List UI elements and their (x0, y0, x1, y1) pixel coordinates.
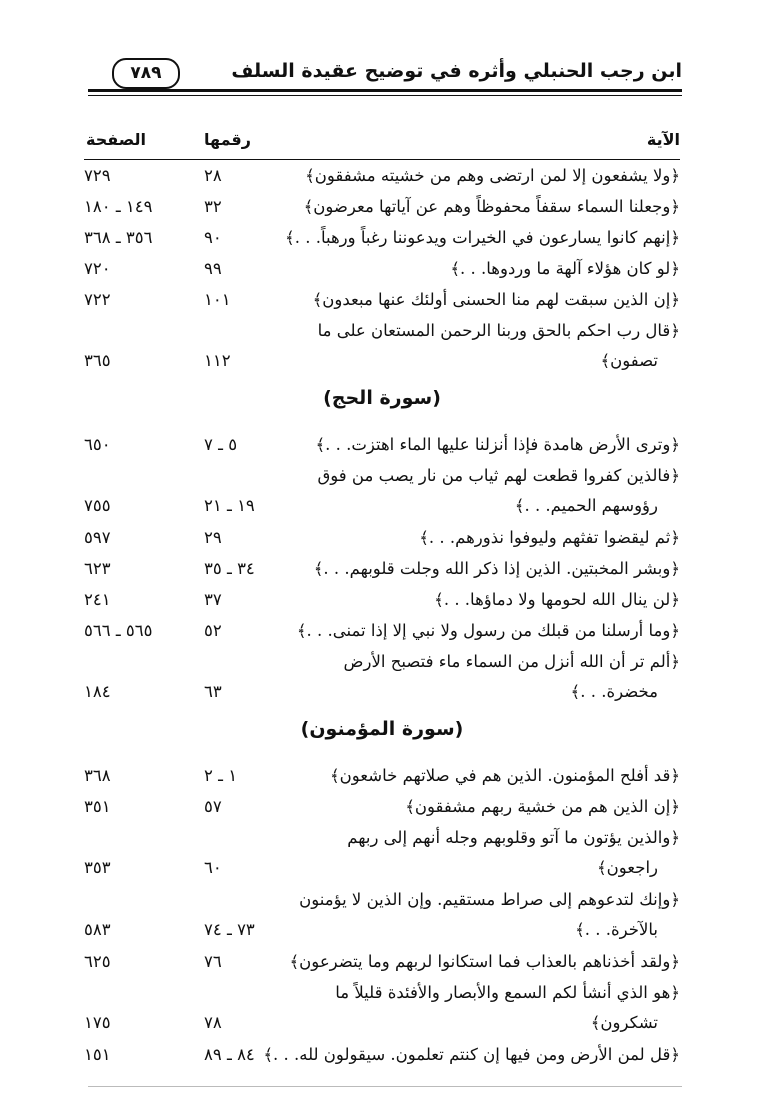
book-title: ابن رجب الحنبلي وأثره في توضيح عقيدة السلف (231, 60, 682, 82)
page-reference: ٧٥٥ (84, 496, 111, 515)
page-reference: ٥٩٧ (84, 528, 111, 547)
table-row (84, 621, 680, 652)
verse-number: ١ ـ ٢ (204, 766, 238, 785)
column-header-rule (84, 159, 680, 160)
verse-text: ﴿قد أفلح المؤمنون. الذين هم في صلاتهم خاشعون﴾ (330, 766, 680, 785)
verse-number: ٥٢ (204, 621, 222, 640)
verse-text: ﴿ثم ليقضوا تفثهم وليوفوا نذورهم. . .﴾ (419, 528, 680, 547)
table-row (84, 590, 680, 621)
verse-text (244, 890, 680, 939)
verse-number: ٥ ـ ٧ (204, 435, 238, 454)
table-row (84, 952, 680, 983)
verse-text: ﴿ولا يشفعون إلا لمن ارتضى وهم من خشيته مشفقون﴾ (305, 166, 680, 185)
verse-number: ٦٣ (204, 682, 222, 701)
verse-number: ٣٧ (204, 590, 222, 609)
verse-text (244, 466, 680, 515)
page-reference: ٦٢٣ (84, 559, 111, 578)
verse-number: ٣٤ ـ ٣٥ (204, 559, 255, 578)
verse-line-2: تشكرون﴾ (590, 1013, 658, 1032)
verse-text: ﴿إن الذين سبقت لهم منا الحسنى أولئك عنها مبعدون﴾ (312, 290, 680, 309)
verse-text: ﴿وجعلنا السماء سقفاً محفوظاً وهم عن آياتها معرضون﴾ (303, 197, 680, 216)
verse-text: ﴿وترى الأرض هامدة فإذا أنزلنا عليها الماء اهتزت. . .﴾ (315, 435, 680, 454)
header-rule-thin (88, 95, 682, 96)
verse-number: ٧٨ (204, 1013, 222, 1032)
header-rule-thick (88, 89, 682, 92)
verse-text: ﴿وبشر المخبتين. الذين إذا ذكر الله وجلت قلوبهم. . .﴾ (313, 559, 680, 578)
page-number: ٧٨٩ (112, 58, 180, 89)
verse-text: ﴿إنهم كانوا يسارعون في الخيرات ويدعوننا رغباً ورهباً. . .﴾ (285, 228, 680, 247)
page-reference: ٥٨٣ (84, 920, 111, 939)
verse-text: ﴿ولقد أخذناهم بالعذاب فما استكانوا لربهم وما يتضرعون﴾ (289, 952, 680, 971)
verse-text (244, 321, 680, 370)
page-reference: ٧٢٢ (84, 290, 111, 309)
table-row (84, 983, 680, 1045)
verse-number: ٩٠ (204, 228, 222, 247)
table-row (84, 466, 680, 528)
table-row (84, 435, 680, 466)
verse-number: ٧٣ ـ ٧٤ (204, 920, 255, 939)
page-reference: ٣٦٥ (84, 351, 111, 370)
page-reference: ٣٥٣ (84, 858, 111, 877)
table-row (84, 828, 680, 890)
verse-number: ٧٦ (204, 952, 222, 971)
surah-heading (84, 383, 680, 435)
table-row (84, 321, 680, 383)
verse-text (244, 828, 680, 877)
verse-text (244, 652, 680, 701)
verse-line-1: ﴿وإنك لتدعوهم إلى صراط مستقيم. وإن الذين لا يؤمنون (299, 890, 680, 909)
page-reference: ٣٥٦ ـ ٣٦٨ (84, 228, 153, 247)
page-reference: ٧٢٩ (84, 166, 111, 185)
column-header-page: الصفحة (86, 130, 147, 149)
table-row (84, 890, 680, 952)
page-reference: ٦٥٠ (84, 435, 111, 454)
page-reference: ٧٢٠ (84, 259, 111, 278)
page-reference: ٣٥١ (84, 797, 111, 816)
verse-number: ١١٢ (204, 351, 231, 370)
verse-line-2: راجعون﴾ (596, 858, 658, 877)
page-reference: ٦٢٥ (84, 952, 111, 971)
verse-number: ٢٨ (204, 166, 222, 185)
verse-line-2: رؤوسهم الحميم. . .﴾ (514, 496, 658, 515)
verse-number: ٥٧ (204, 797, 222, 816)
footer-rule (88, 1086, 682, 1087)
page-reference: ٢٤١ (84, 590, 111, 609)
page-reference: ٥٦٥ ـ ٥٦٦ (84, 621, 153, 640)
verse-line-1: ﴿هو الذي أنشأ لكم السمع والأبصار والأفئدة قليلاً ما (335, 983, 680, 1002)
page-reference: ١٨٤ (84, 682, 111, 701)
surah-title: (سورة المؤمنون) (300, 718, 464, 740)
running-header (88, 58, 682, 98)
verse-text: ﴿إن الذين هم من خشية ربهم مشفقون﴾ (405, 797, 680, 816)
verse-number: ٣٢ (204, 197, 222, 216)
page-reference: ١٥١ (84, 1045, 111, 1064)
surah-heading (84, 714, 680, 766)
verse-text: ﴿وما أرسلنا من قبلك من رسول ولا نبي إلا إذا تمنى. . .﴾ (296, 621, 680, 640)
verse-line-1: ﴿ألم تر أن الله أنزل من السماء ماء فتصبح الأرض (343, 652, 680, 671)
index-body (84, 166, 680, 1076)
verse-number: ٨٤ ـ ٨٩ (204, 1045, 255, 1064)
surah-title: (سورة الحج) (323, 387, 441, 409)
page-reference: ١٧٥ (84, 1013, 111, 1032)
verse-number: ٩٩ (204, 259, 222, 278)
table-row (84, 290, 680, 321)
verse-text: ﴿لن ينال الله لحومها ولا دماؤها. . .﴾ (434, 590, 680, 609)
table-row (84, 766, 680, 797)
page-reference: ٣٦٨ (84, 766, 111, 785)
table-row (84, 1045, 680, 1076)
page-reference: ١٤٩ ـ ١٨٠ (84, 197, 153, 216)
column-header-verse: الآية (646, 130, 680, 149)
verse-line-1: ﴿والذين يؤتون ما آتو وقلوبهم وجله أنهم إلى ربهم (347, 828, 680, 847)
verse-number: ٦٠ (204, 858, 222, 877)
verse-line-2: بالآخرة. . .﴾ (575, 920, 658, 939)
table-row (84, 228, 680, 259)
verse-text (244, 983, 680, 1032)
verse-line-2: مخضرة. . .﴾ (570, 682, 658, 701)
table-row (84, 652, 680, 714)
verse-line-1: ﴿فالذين كفروا قطعت لهم ثياب من نار يصب من فوق (317, 466, 680, 485)
table-row (84, 797, 680, 828)
verse-text: ﴿لو كان هؤلاء آلهة ما وردوها. . .﴾ (450, 259, 680, 278)
table-row (84, 197, 680, 228)
verse-text: ﴿قل لمن الأرض ومن فيها إن كنتم تعلمون. سيقولون لله. . .﴾ (263, 1045, 680, 1064)
verse-number: ١٠١ (204, 290, 231, 309)
verse-number: ١٩ ـ ٢١ (204, 496, 255, 515)
table-row (84, 166, 680, 197)
table-row (84, 559, 680, 590)
table-row (84, 528, 680, 559)
verse-line-2: تصفون﴾ (600, 351, 658, 370)
verse-number: ٢٩ (204, 528, 222, 547)
verse-line-1: ﴿قال رب احكم بالحق وربنا الرحمن المستعان على ما (317, 321, 680, 340)
table-row (84, 259, 680, 290)
column-header-number: رقمها (204, 130, 251, 149)
